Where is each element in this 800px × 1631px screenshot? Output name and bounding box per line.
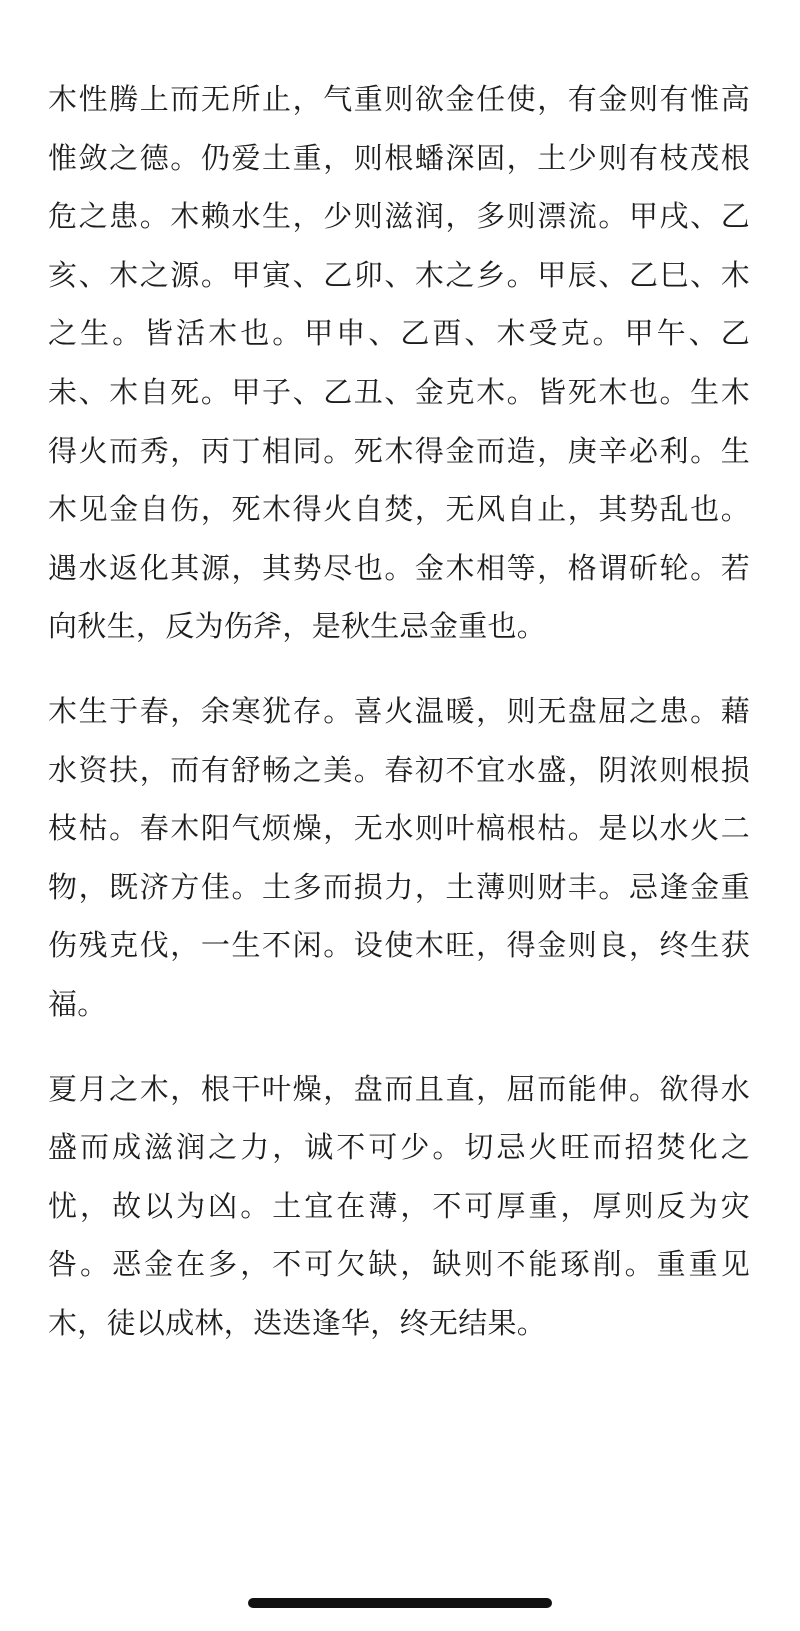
paragraph-summer-wood: 夏月之木，根干叶燥，盘而且直，屈而能伸。欲得水盛而成滋润之力，诚不可少。切忌火旺而招焚化之忧，故以为凶。土宜在薄，不可厚重，厚则反为灾咎。恶金在多，不可欠缺，缺则不能琢削。重重见木，徒以成林，迭迭逢华，终无结果。 bbox=[48, 1071, 750, 1340]
home-indicator[interactable] bbox=[248, 1598, 552, 1608]
paragraph-spring-wood: 木生于春，余寒犹存。喜火温暖，则无盘屈之患。藉水资扶，而有舒畅之美。春初不宜水盛，阴浓则根损枝枯。春木阳气烦燥，无水则叶槁根枯。是以水火二物，既济方佳。土多而损力，土薄则财丰。忌逢金重伤残克伐，一生不闲。设使木旺，得金则良，终生获福。 bbox=[48, 693, 750, 1021]
paragraph-wood-nature: 木性腾上而无所止，气重则欲金任使，有金则有惟高惟敛之德。仍爱土重，则根蟠深固，土少则有枝茂根危之患。木赖水生，少则滋润，多则漂流。甲戌、乙亥、木之源。甲寅、乙卯、木之乡。甲辰、乙巳、木之生。皆活木也。甲申、乙酉、木受克。甲午、乙未、木自死。甲子、乙丑、金克木。皆死木也。生木得火而秀，丙丁相同。死木得金而造，庚辛必利。生木见金自伤，死木得火自焚，无风自止，其势乱也。遇水返化其源，其势尽也。金木相等，格谓斫轮。若向秋生，反为伤斧，是秋生忌金重也。 bbox=[48, 82, 750, 644]
article-body bbox=[48, 70, 750, 1378]
